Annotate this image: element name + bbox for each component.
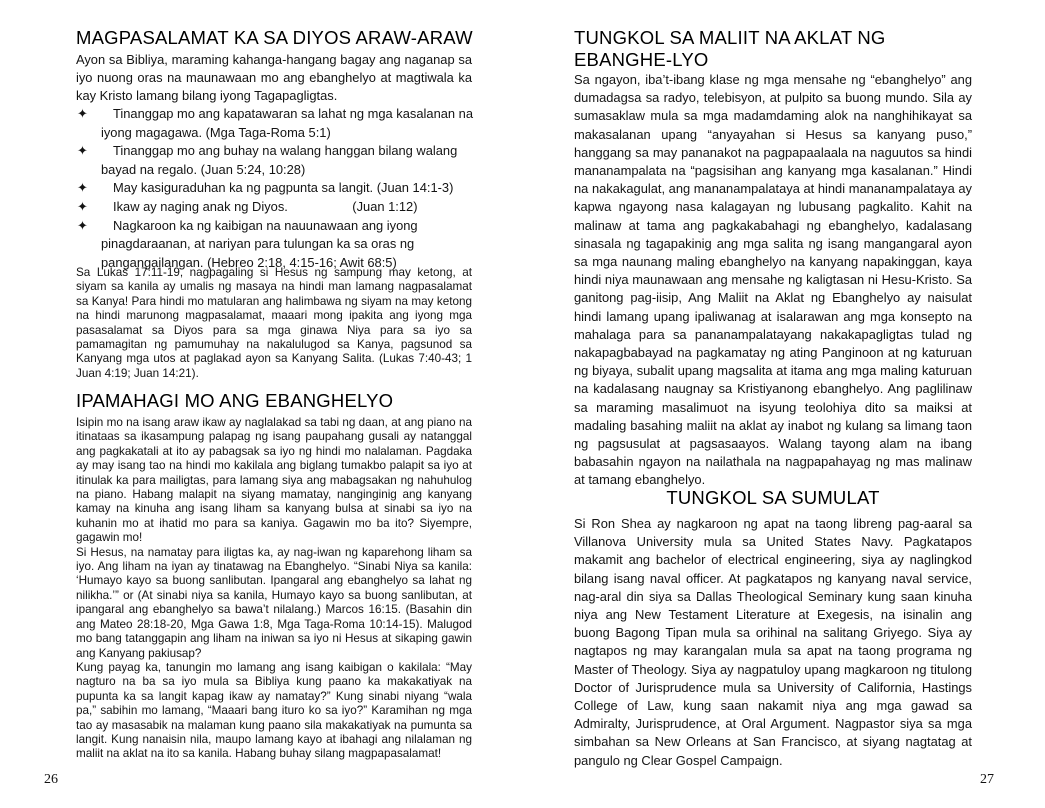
page-number: 27 — [980, 772, 994, 787]
blessings-list — [76, 105, 476, 272]
right-page — [522, 0, 1045, 808]
lepers-paragraph: Sa Lukas 17:11-19, nagpagaling si Hesus ng sampung may ketong, at siyam sa kanila ay umalis ng masaya na hindi man lamang nagpasalamat sa Kanya! Para hindi mo matularan ang halimbawa ng siyam na may ketong na hindi marunong magpasalamat, maaari mong ipakita ang iyong mga pasasalamat sa Diyos para sa mga ginawa Niya para sa iyo sa pamamagitan ng pamumuhay na nakalulugod sa Kanya, pagsunod sa Kanyang mga utos at paglakad ayon sa Kanyang Salita. (Lukas 7:40-43; 1 Juan 4:19; Juan 14:21). — [76, 266, 472, 380]
four-point-star-icon: ✦ — [77, 180, 88, 196]
list-item: ✦ Tinanggap mo ang kapatawaran sa lahat ng mga kasalanan na iyong magagawa. (Mga Taga-Roma 5:1) — [77, 106, 473, 140]
about-booklet-paragraph: Sa ngayon, iba’t-ibang klase ng mga mensahe ng “ebanghelyo” ang dumadagsa sa radyo, telebisyon, at pulpito sa buong mundo. Sila ay sumasaklaw mula sa mga madamdaming alok na nanghihikayat sa makasalanan upang “anyayahan si Hesus sa kanyang puso,” hanggang sa may pananakot na pagpapaalaala na naguutos sa hindi mananampalata na “pagsisihan ang kanyang mga kasalanan.” Hindi na nakakagulat, ang mananampalataya at hindi mananampalataya ay kapwa ngayong nasa kalagayan ng lubusang pagkalito. Kahit na malinaw at tama ang pagkakabahagi ng ebanghelyo, kadalasang sinasala ng tagapakinig ang mga salita ng isang mangangaral ayon sa mga naunang maling ebanghelyo na kanyang napakinggan, kaya hindi niya maunawaan ang mensahe ng kaligtasan ni Hesu-Kristo. Sa ganitong pag-iisip, Ang Maliit na Aklat ng Ebanghelyo ay naisulat hindi lamang upang ipaliwanag at isalarawan ang mga konsepto na mahalaga para sa pananampalatayang nakakapagligtas tulad ng nakapagbabayad na pagkamatay ng ating Panginoon at ng katuruan ng biyaya, subalit upang magsalita at itama ang mga maling katuruan na kadalasang naugnay sa Kristiyanong ebanghelyo. Ang paglilinaw sa maraming masalimuot na isyung teolohiya dito sa maiksi at madaling basahing maliit na aklat ay inabot ng kulang sa limang taon ng pagsusulat at pagsasaayos. Walang tayong alam na ibang babasahin ngayon na nailathala na nagpapahayag ng mas malinaw at tamang ebanghelyo. — [574, 72, 972, 488]
section-title-share-gospel: IPAMAHAGI MO ANG EBANGHELYO — [76, 390, 394, 411]
share-gospel-body — [76, 416, 472, 762]
list-item: ✦ Tinanggap mo ang buhay na walang hanggan bilang walang bayad na regalo. (Juan 5:24, 10:28) — [77, 143, 458, 177]
about-author-paragraph: Si Ron Shea ay nagkaroon ng apat na taong libreng pag-aaral sa Villanova University mula sa United States Navy. Pagkatapos makamit ang bachelor of electrical engineering, siya ay naglingkod bilang isang naval officer. At pagkatapos ng kanyang naval service, nag-aral din siya sa Dallas Theological Seminary kung saan kinuha niya ang New Testament Literature at Exegesis, na isinalin ang buong Bagong Tipan mula sa orihinal na salitang Griyego. Siya ay nagtapos ng may karangalan mula sa apat na taong programa ng Master of Theology. Siya ay nagpatuloy upang magkaroon ng titulong Doctor of Jurisprudence mula sa University of California, Hastings College of Law, kung saan nakamit niya ang mga gawad sa Admiralty, Jurisprudence, at Oral Argument. Nagpastor siya sa mga simbahan sa New Orleans at San Francisco, at siyang nagtatag at pangulo ng Clear Gospel Campaign. — [574, 516, 972, 768]
four-point-star-icon: ✦ — [77, 198, 88, 214]
paragraph: Si Hesus, na namatay para iligtas ka, ay nag-iwan ng kaparehong liham sa iyo. Ang liham na iyan ay tinatawag na Ebanghelyo. “Sinabi Niya sa kanila: ‘Humayo kayo sa buong sanlibutan. Ipangaral ang ebanghelyo sa lahat ng nilikha.’” or (At sinabi niya sa kanila, Humayo kayo sa buong sanlibutan, at ipangaral ang ebanghelyo sa bawa’t nilalang.) Marcos 16:15. (Basahin din ang Mateo 28:18-20, Mga Gawa 1:8, Mga Taga-Roma 10:14-15). Malugod mo bang tatanggapin ang liham na iniwan sa iyo ni Hesus at sikaping gawin ang Kanyang pakiusap? — [76, 545, 472, 660]
section-title-about-author: TUNGKOL SA SUMULAT — [666, 487, 880, 508]
list-item: ✦ Nagkaroon ka ng kaibigan na nauunawaan ang iyong pinagdaraanan, at nariyan para tulungan ka sa oras ng pangangailangan. (Hebreo 2:18, 4:15-16; Awit 68:5) — [77, 217, 418, 270]
left-page — [0, 0, 522, 808]
four-point-star-icon: ✦ — [77, 106, 88, 121]
section-title-give-thanks: MAGPASALAMAT KA SA DIYOS ARAW-ARAW — [76, 27, 473, 48]
section-title-about-booklet: TUNGKOL SA MALIIT NA AKLAT NG EBANGHE-LYO — [574, 27, 886, 70]
page-number: 26 — [44, 772, 58, 787]
intro-paragraph: Ayon sa Bibliya, maraming kahanga-hangang bagay ang naganap sa iyo nuong oras na maunawaan mo ang ebanghelyo at magtiwala ka kay Kristo lamang bilang iyong Tagapagligtas. — [76, 52, 472, 104]
list-item: ✦ May kasiguraduhan ka ng pagpunta sa langit. (Juan 14:1-3) — [76, 179, 476, 198]
four-point-star-icon: ✦ — [77, 143, 88, 159]
list-item: ✦ Ikaw ay naging anak ng Diyos. (Juan 1:12) — [76, 198, 476, 217]
four-point-star-icon: ✦ — [77, 217, 88, 233]
paragraph: Isipin mo na isang araw ikaw ay naglalakad sa tabi ng daan, at ang piano na itinataas sa ikasampung palapag ng isang paupahang gusali ay natanggal ang pagkakatali at ito ay pabagsak sa iyo ng hindi mo nalalaman. Pagdaka ay may isang tao na hindi mo kakilala ang biglang tumakbo palapit sa iyo at itinulak ka para mailigtas, para lamang siya ang mabagsakan ng nahuhulog na piano. Habang malapit na siyang mamatay, nanginginig ang kanyang kamay na kinuha ang isang liham sa kanyang bulsa at sinabi sa iyo na kuhanin mo at ihatid mo para sa kaniya. Gagawin mo ba ito? Siyempre, gagawin mo! — [76, 416, 472, 545]
paragraph: Kung payag ka, tanungin mo lamang ang isang kaibigan o kakilala: “May nagturo na ba sa iyo mula sa Bibliya kung paano ka makakatiyak na pupunta ka sa langit kapag ikaw ay namatay?” Kung sinabi niyang “wala pa,” sabihin mo lamang, “Maaari bang ituro ko sa iyo?” Karamihan ng mga tao ay masasabik na malaman kung paano sila makakatiyak na pumunta sa langit. Kung nanaisin nila, maupo lamang kayo at ibahagi ang nilalaman ng maliit na aklat na ito sa kanila. Habang buhay silang magpapasalamat! — [76, 660, 472, 761]
